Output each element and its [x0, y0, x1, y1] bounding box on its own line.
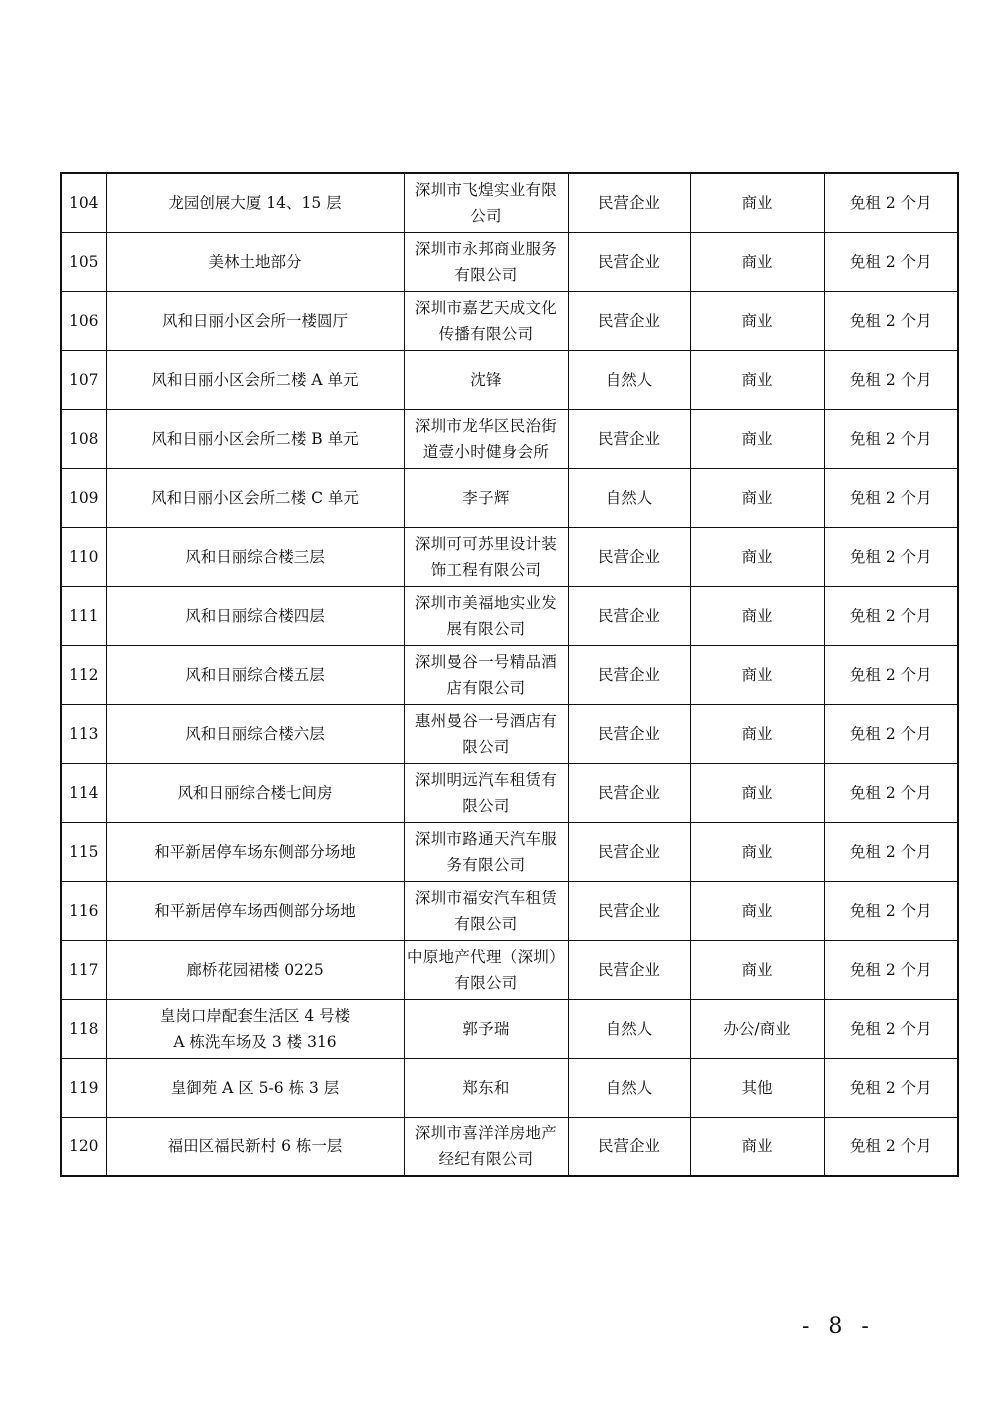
- cell-rent-relief: 免租 2 个月: [824, 763, 958, 822]
- cell-lessee-type: 自然人: [568, 1058, 690, 1117]
- cell-usage: 商业: [690, 822, 824, 881]
- cell-number: 110: [61, 527, 106, 586]
- cell-number: 112: [61, 645, 106, 704]
- cell-lessee: 中原地产代理（深圳） 有限公司: [404, 940, 568, 999]
- table-row: [61, 291, 958, 350]
- cell-number: 113: [61, 704, 106, 763]
- cell-usage: 商业: [690, 763, 824, 822]
- cell-number: 111: [61, 586, 106, 645]
- cell-number: 115: [61, 822, 106, 881]
- cell-rent-relief: 免租 2 个月: [824, 822, 958, 881]
- cell-lessee-type: 民营企业: [568, 704, 690, 763]
- table-body: [61, 173, 958, 1176]
- cell-rent-relief: 免租 2 个月: [824, 645, 958, 704]
- cell-number: 108: [61, 409, 106, 468]
- cell-number: 117: [61, 940, 106, 999]
- table-row: [61, 940, 958, 999]
- cell-usage: 商业: [690, 173, 824, 232]
- table-row: [61, 232, 958, 291]
- cell-lessee: 深圳市路通天汽车服 务有限公司: [404, 822, 568, 881]
- cell-lessee: 郭予瑞: [404, 999, 568, 1058]
- table-row: [61, 1117, 958, 1176]
- cell-usage: 商业: [690, 291, 824, 350]
- cell-lessee-type: 民营企业: [568, 291, 690, 350]
- table-row: [61, 822, 958, 881]
- cell-lessee: 沈锋: [404, 350, 568, 409]
- cell-usage: 商业: [690, 704, 824, 763]
- cell-usage: 商业: [690, 527, 824, 586]
- cell-lessee-type: 民营企业: [568, 232, 690, 291]
- cell-lessee: 深圳明远汽车租赁有 限公司: [404, 763, 568, 822]
- cell-lessee-type: 民营企业: [568, 940, 690, 999]
- cell-rent-relief: 免租 2 个月: [824, 940, 958, 999]
- cell-location: 风和日丽综合楼六层: [106, 704, 404, 763]
- cell-rent-relief: 免租 2 个月: [824, 409, 958, 468]
- cell-lessee-type: 民营企业: [568, 763, 690, 822]
- cell-location: 皇岗口岸配套生活区 4 号楼 A 栋洗车场及 3 楼 316: [106, 999, 404, 1058]
- cell-number: 104: [61, 173, 106, 232]
- cell-number: 120: [61, 1117, 106, 1176]
- table-row: [61, 999, 958, 1058]
- cell-rent-relief: 免租 2 个月: [824, 704, 958, 763]
- cell-number: 109: [61, 468, 106, 527]
- cell-rent-relief: 免租 2 个月: [824, 173, 958, 232]
- cell-usage: 商业: [690, 409, 824, 468]
- cell-lessee: 深圳可可苏里设计装 饰工程有限公司: [404, 527, 568, 586]
- cell-lessee: 深圳市永邦商业服务 有限公司: [404, 232, 568, 291]
- cell-lessee: 深圳曼谷一号精品酒 店有限公司: [404, 645, 568, 704]
- cell-rent-relief: 免租 2 个月: [824, 1117, 958, 1176]
- cell-lessee: 深圳市福安汽车租赁 有限公司: [404, 881, 568, 940]
- cell-rent-relief: 免租 2 个月: [824, 527, 958, 586]
- cell-lessee-type: 自然人: [568, 999, 690, 1058]
- cell-usage: 商业: [690, 1117, 824, 1176]
- cell-rent-relief: 免租 2 个月: [824, 999, 958, 1058]
- cell-usage: 商业: [690, 468, 824, 527]
- cell-rent-relief: 免租 2 个月: [824, 468, 958, 527]
- cell-location: 风和日丽小区会所一楼圆厅: [106, 291, 404, 350]
- cell-location: 美林土地部分: [106, 232, 404, 291]
- table-row: [61, 763, 958, 822]
- cell-lessee-type: 民营企业: [568, 822, 690, 881]
- cell-lessee: 深圳市美福地实业发 展有限公司: [404, 586, 568, 645]
- cell-location: 风和日丽小区会所二楼 A 单元: [106, 350, 404, 409]
- cell-lessee-type: 自然人: [568, 468, 690, 527]
- cell-rent-relief: 免租 2 个月: [824, 291, 958, 350]
- cell-rent-relief: 免租 2 个月: [824, 232, 958, 291]
- cell-rent-relief: 免租 2 个月: [824, 881, 958, 940]
- cell-lessee: 李子辉: [404, 468, 568, 527]
- table-row: [61, 409, 958, 468]
- cell-lessee: 深圳市喜洋洋房地产 经纪有限公司: [404, 1117, 568, 1176]
- rent-relief-table: [60, 172, 959, 1177]
- cell-location: 皇御苑 A 区 5-6 栋 3 层: [106, 1058, 404, 1117]
- table-row: [61, 881, 958, 940]
- cell-location: 和平新居停车场东侧部分场地: [106, 822, 404, 881]
- cell-location: 风和日丽综合楼五层: [106, 645, 404, 704]
- cell-usage: 其他: [690, 1058, 824, 1117]
- cell-lessee-type: 自然人: [568, 350, 690, 409]
- table-row: [61, 527, 958, 586]
- cell-number: 119: [61, 1058, 106, 1117]
- cell-usage: 商业: [690, 940, 824, 999]
- cell-location: 风和日丽综合楼七间房: [106, 763, 404, 822]
- cell-number: 114: [61, 763, 106, 822]
- cell-usage: 商业: [690, 586, 824, 645]
- table-row: [61, 645, 958, 704]
- cell-lessee: 惠州曼谷一号酒店有 限公司: [404, 704, 568, 763]
- cell-usage: 商业: [690, 645, 824, 704]
- cell-lessee-type: 民营企业: [568, 527, 690, 586]
- table-row: [61, 173, 958, 232]
- cell-lessee: 深圳市飞煌实业有限 公司: [404, 173, 568, 232]
- cell-rent-relief: 免租 2 个月: [824, 586, 958, 645]
- cell-lessee-type: 民营企业: [568, 645, 690, 704]
- table-row: [61, 350, 958, 409]
- cell-number: 106: [61, 291, 106, 350]
- cell-location: 龙园创展大厦 14、15 层: [106, 173, 404, 232]
- cell-usage: 商业: [690, 232, 824, 291]
- cell-location: 风和日丽综合楼四层: [106, 586, 404, 645]
- cell-lessee-type: 民营企业: [568, 1117, 690, 1176]
- cell-lessee-type: 民营企业: [568, 586, 690, 645]
- cell-usage: 商业: [690, 881, 824, 940]
- cell-lessee: 郑东和: [404, 1058, 568, 1117]
- table-row: [61, 468, 958, 527]
- cell-location: 风和日丽小区会所二楼 B 单元: [106, 409, 404, 468]
- cell-lessee-type: 民营企业: [568, 881, 690, 940]
- page-number: - 8 -: [802, 1314, 875, 1339]
- table-row: [61, 704, 958, 763]
- cell-lessee-type: 民营企业: [568, 173, 690, 232]
- cell-lessee: 深圳市嘉艺天成文化 传播有限公司: [404, 291, 568, 350]
- cell-number: 118: [61, 999, 106, 1058]
- cell-lessee: 深圳市龙华区民治街 道壹小时健身会所: [404, 409, 568, 468]
- cell-location: 风和日丽小区会所二楼 C 单元: [106, 468, 404, 527]
- table-row: [61, 1058, 958, 1117]
- cell-lessee-type: 民营企业: [568, 409, 690, 468]
- table-row: [61, 586, 958, 645]
- cell-number: 116: [61, 881, 106, 940]
- cell-usage: 商业: [690, 350, 824, 409]
- cell-location: 风和日丽综合楼三层: [106, 527, 404, 586]
- cell-location: 福田区福民新村 6 栋一层: [106, 1117, 404, 1176]
- cell-number: 105: [61, 232, 106, 291]
- cell-location: 廊桥花园裙楼 0225: [106, 940, 404, 999]
- cell-usage: 办公/商业: [690, 999, 824, 1058]
- cell-rent-relief: 免租 2 个月: [824, 1058, 958, 1117]
- cell-number: 107: [61, 350, 106, 409]
- cell-rent-relief: 免租 2 个月: [824, 350, 958, 409]
- cell-location: 和平新居停车场西侧部分场地: [106, 881, 404, 940]
